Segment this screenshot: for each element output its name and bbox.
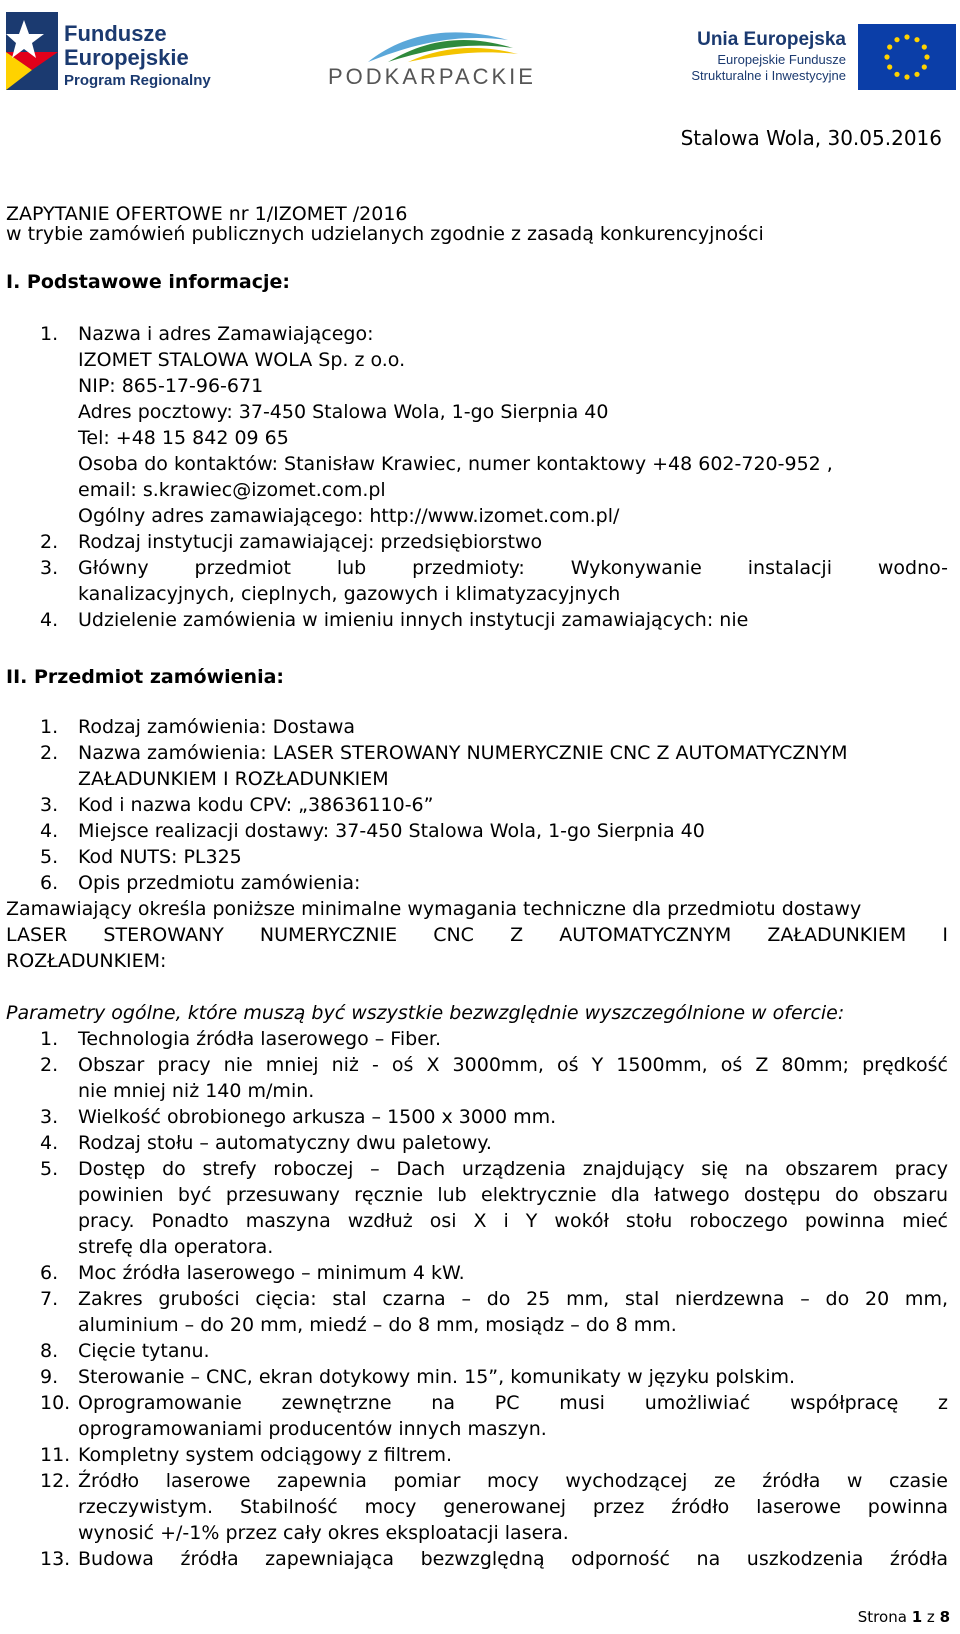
s1-item4-line: Udzielenie zamówienia w imieniu innych instytucji zamawiających: nie bbox=[78, 609, 749, 631]
footer-page: 1 bbox=[911, 1608, 923, 1626]
fe-logo-line1: Fundusze bbox=[64, 21, 167, 46]
s1-item1-line: Osoba do kontaktów: Stanisław Krawiec, numer kontaktowy +48 602-720-952 , bbox=[78, 453, 833, 475]
p-item5-line: powinien być przesuwany ręcznie lub elektrycznie dla łatwego dostępu do obszaru bbox=[78, 1184, 948, 1206]
fe-star-icon bbox=[6, 12, 58, 90]
p-item7-num: 7. bbox=[40, 1288, 59, 1310]
p-item3-num: 3. bbox=[40, 1106, 59, 1128]
p-item12-line: rzeczywistym. Stabilność mocy generowanej przez źródło laserowe powinna bbox=[78, 1496, 948, 1518]
fundusze-europejskie-logo bbox=[6, 12, 211, 92]
ue-logo-line3: Strukturalne i Inwestycyjne bbox=[691, 68, 846, 83]
s2-item6-num: 6. bbox=[40, 872, 59, 894]
s2-item1-line: Rodzaj zamówienia: Dostawa bbox=[78, 716, 356, 738]
p-item5-line: pracy. Ponadto maszyna wzdłuż osi X i Y wokół stołu roboczego powinna mieć bbox=[78, 1210, 948, 1232]
s2-item4-line: Miejsce realizacji dostawy: 37-450 Stalowa Wola, 1-go Sierpnia 40 bbox=[78, 820, 705, 842]
description-line: ROZŁADUNKIEM: bbox=[6, 950, 167, 972]
p-item1-line: Technologia źródła laserowego – Fiber. bbox=[78, 1028, 441, 1050]
s1-item1-line: Adres pocztowy: 37-450 Stalowa Wola, 1-go Sierpnia 40 bbox=[78, 401, 609, 423]
footer-total: 8 bbox=[939, 1608, 950, 1626]
footer-prefix: Strona bbox=[857, 1608, 907, 1626]
s2-item3-line: Kod i nazwa kodu CPV: „38636110-6” bbox=[78, 794, 434, 816]
unia-europejska-logo bbox=[672, 22, 958, 92]
ue-logo-line1: Unia Europejska bbox=[697, 29, 846, 50]
p-item8-line: Cięcie tytanu. bbox=[78, 1340, 210, 1362]
s2-item5-num: 5. bbox=[40, 846, 59, 868]
s2-item1-num: 1. bbox=[40, 716, 59, 738]
s2-item2-line: Nazwa zamówienia: LASER STEROWANY NUMERYCZNIE CNC Z AUTOMATYCZNYM bbox=[78, 742, 848, 764]
p-item2-line: Obszar pracy nie mniej niż - oś X 3000mm, oś Y 1500mm, oś Z 80mm; prędkość bbox=[78, 1054, 948, 1076]
p-item8-num: 8. bbox=[40, 1340, 59, 1362]
title-line1: ZAPYTANIE OFERTOWE nr 1/IZOMET /2016 bbox=[6, 203, 408, 225]
p-item7-line: aluminium – do 20 mm, miedź – do 8 mm, mosiądz – do 8 mm. bbox=[78, 1314, 677, 1336]
p-item11-line: Kompletny system odciągowy z filtrem. bbox=[78, 1444, 453, 1466]
p-item9-line: Sterowanie – CNC, ekran dotykowy min. 15”, komunikaty w języku polskim. bbox=[78, 1366, 796, 1388]
s2-item6-line: Opis przedmiotu zamówienia: bbox=[78, 872, 361, 894]
p-item10-num: 10. bbox=[40, 1392, 71, 1414]
s2-item3-num: 3. bbox=[40, 794, 59, 816]
p-item10-line: oprogramowaniami producentów innych maszyn. bbox=[78, 1418, 547, 1440]
p-item9-num: 9. bbox=[40, 1366, 59, 1388]
podkarpackie-swoosh-icon bbox=[328, 22, 538, 66]
s1-item4-num: 4. bbox=[40, 609, 59, 631]
s1-item1-num: 1. bbox=[40, 323, 59, 345]
s1-item3-line: Główny przedmiot lub przedmioty: Wykonywanie instalacji wodno- bbox=[78, 557, 948, 579]
p-item4-num: 4. bbox=[40, 1132, 59, 1154]
section2-heading: II. Przedmiot zamówienia: bbox=[6, 666, 285, 688]
fe-logo-line2: Europejskie bbox=[64, 45, 189, 70]
s1-item2-num: 2. bbox=[40, 531, 59, 553]
header-logos bbox=[0, 0, 960, 100]
eu-flag-icon bbox=[858, 24, 956, 90]
p-item13-num: 13. bbox=[40, 1548, 71, 1570]
s1-item1-line: NIP: 865-17-96-671 bbox=[78, 375, 264, 397]
s2-item2-num: 2. bbox=[40, 742, 59, 764]
podkarpackie-logo bbox=[328, 22, 538, 92]
p-item5-num: 5. bbox=[40, 1158, 59, 1180]
s2-item2-line: ZAŁADUNKIEM I ROZŁADUNKIEM bbox=[78, 768, 389, 790]
fe-logo-line3: Program Regionalny bbox=[64, 72, 211, 89]
p-item5-line: strefę dla operatora. bbox=[78, 1236, 274, 1258]
s1-item1-line: Tel: +48 15 842 09 65 bbox=[78, 427, 289, 449]
s1-item3-line: kanalizacyjnych, cieplnych, gazowych i klimatyzacyjnych bbox=[78, 583, 621, 605]
title-line2: w trybie zamówień publicznych udzielanych zgodnie z zasadą konkurencyjności bbox=[6, 223, 764, 245]
description-line: Zamawiający określa poniższe minimalne wymagania techniczne dla przedmiotu dostawy bbox=[6, 898, 862, 920]
date-line: Stalowa Wola, 30.05.2016 bbox=[680, 126, 942, 150]
p-item3-line: Wielkość obrobionego arkusza – 1500 x 3000 mm. bbox=[78, 1106, 557, 1128]
s1-item2-line: Rodzaj instytucji zamawiającej: przedsiębiorstwo bbox=[78, 531, 543, 553]
s2-item4-num: 4. bbox=[40, 820, 59, 842]
p-item5-line: Dostęp do strefy roboczej – Dach urządzenia znajdujący się na obszarem pracy bbox=[78, 1158, 948, 1180]
footer-sep: z bbox=[926, 1608, 935, 1626]
s1-item1-email: email: s.krawiec@izomet.com.pl bbox=[78, 479, 386, 501]
p-item1-num: 1. bbox=[40, 1028, 59, 1050]
params-heading: Parametry ogólne, które muszą być wszystkie bezwzględnie wyszczególnione w ofercie: bbox=[6, 1002, 845, 1024]
p-item12-line: wynosić +/-1% przez cały okres eksploatacji lasera. bbox=[78, 1522, 569, 1544]
page-footer bbox=[858, 1608, 950, 1626]
p-item10-line: Oprogramowanie zewnętrzne na PC musi umożliwiać współpracę z bbox=[78, 1392, 948, 1414]
section1-heading: I. Podstawowe informacje: bbox=[6, 271, 290, 293]
p-item6-num: 6. bbox=[40, 1262, 59, 1284]
podkarpackie-text: PODKARPACKIE bbox=[328, 64, 536, 89]
p-item6-line: Moc źródła laserowego – minimum 4 kW. bbox=[78, 1262, 465, 1284]
description-line: LASER STEROWANY NUMERYCZNIE CNC Z AUTOMATYCZNYM ZAŁADUNKIEM I bbox=[6, 924, 948, 946]
p-item7-line: Zakres grubości cięcia: stal czarna – do 25 mm, stal nierdzewna – do 20 mm, bbox=[78, 1288, 948, 1310]
s2-item5-line: Kod NUTS: PL325 bbox=[78, 846, 242, 868]
s1-item1-line: Nazwa i adres Zamawiającego: bbox=[78, 323, 374, 345]
p-item2-line: nie mniej niż 140 m/min. bbox=[78, 1080, 315, 1102]
p-item13-line: Budowa źródła zapewniająca bezwzględną odporność na uszkodzenia źródła bbox=[78, 1548, 948, 1570]
p-item2-num: 2. bbox=[40, 1054, 59, 1076]
p-item12-num: 12. bbox=[40, 1470, 71, 1492]
s1-item1-line: IZOMET STALOWA WOLA Sp. z o.o. bbox=[78, 349, 406, 371]
s1-item3-num: 3. bbox=[40, 557, 59, 579]
p-item12-line: Źródło laserowe zapewnia pomiar mocy wychodzącej ze źródła w czasie bbox=[78, 1470, 948, 1492]
p-item11-num: 11. bbox=[40, 1444, 71, 1466]
s1-item1-url: Ogólny adres zamawiającego: http://www.izomet.com.pl/ bbox=[78, 505, 620, 527]
ue-logo-line2: Europejskie Fundusze bbox=[717, 52, 846, 67]
p-item4-line: Rodzaj stołu – automatyczny dwu paletowy. bbox=[78, 1132, 492, 1154]
